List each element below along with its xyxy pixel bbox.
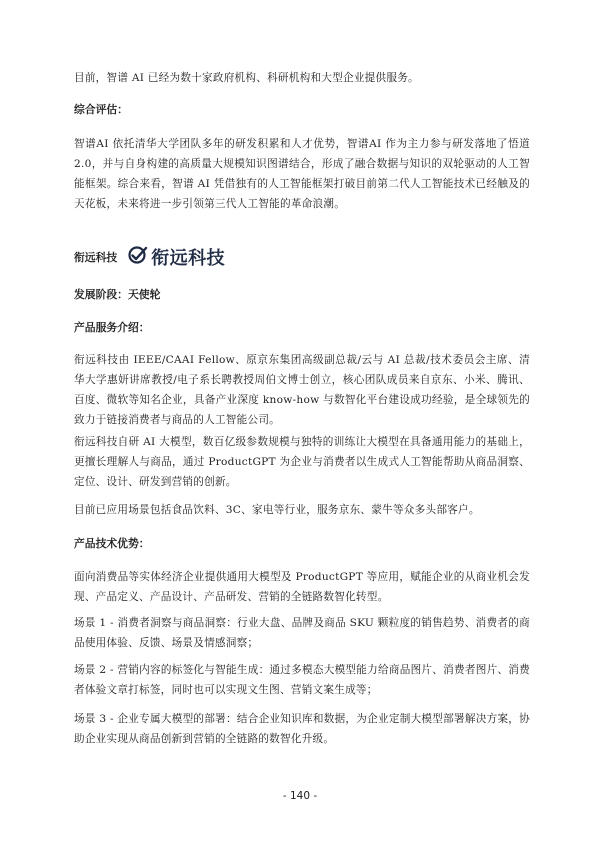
- company-logo: [127, 244, 225, 270]
- assessment-paragraph: 智谱AI 依托清华大学团队多年的研发积累和人才优势，智谱AI 作为主力参与研发落地了悟道 2.0，并与自身构建的高质量大规模知识图谱结合，形成了融合数据与知识的双轮驱动的人工智能框架。综合来看，智谱 AI 凭借独有的人工智能框架打破目前第二代人工智能技术已经触及的天花板，未来将进一步引领第三代人工智能的革命浪潮。: [74, 138, 530, 210]
- services-paragraph: 衔远科技自研 AI 大模型，数百亿级参数规模与独特的训练让大模型在具备通用能力的基础上，更擅长理解人与商品，通过 ProductGPT 为企业与消费者以生成式人工智能帮助从商品洞察、定位、设计、研发到营销的创新。: [74, 436, 530, 488]
- advantages-paragraph: 场景 2 - 营销内容的标签化与智能生成：通过多模态大模型能力给商品图片、消费者图片、消费者体验文章打标签，同时也可以实现文生图、营销文案生成等；: [74, 664, 530, 696]
- advantages-paragraph: 面向消费品等实体经济企业提供通用大模型及 ProductGPT 等应用，赋能企业的从商业机会发现、产品定义、产品设计、产品研发、营销的全链路数智化转型。: [74, 571, 530, 603]
- company-logo-text: 衔远科技: [151, 248, 226, 269]
- services-paragraph: 衔远科技由 IEEE/CAAI Fellow、原京东集团高级副总裁/云与 AI 总裁/技术委员会主席、清华大学惠妍讲席教授/电子系长聘教授周伯文博士创立，核心团队成员来自京东、小米、腾讯、百度、微软等知名企业，具备产业深度 know-how 与数智化平台建设成功经验，是全球领先的致力于链接消费者与商品的人工智能公司。: [74, 354, 530, 426]
- company-header: [74, 246, 225, 268]
- advantages-heading: 产品技术优势：: [74, 537, 150, 550]
- services-paragraph: 目前已应用场景包括食品饮料、3C、家电等行业，服务京东、蒙牛等众多头部客户。: [74, 504, 480, 516]
- intro-paragraph: 目前，智谱 AI 已经为数十家政府机构、科研机构和大型企业提供服务。: [74, 72, 419, 84]
- services-heading: 产品服务介绍：: [74, 321, 150, 334]
- advantages-paragraph: 场景 1 - 消费者洞察与商品洞察：行业大盘、品牌及商品 SKU 颗粒度的销售趋势、消费者的商品使用体验、反馈、场景及情感洞察；: [74, 617, 530, 649]
- page-number: - 140 -: [282, 790, 318, 802]
- advantages-paragraph: 场景 3 - 企业专属大模型的部署：结合企业知识库和数据，为企业定制大模型部署解决方案，协助企业实现从商品创新到营销的全链路的数智化升级。: [74, 713, 530, 745]
- swoosh-check-icon: [127, 245, 149, 269]
- assessment-heading: 综合评估：: [74, 103, 128, 116]
- company-label: 衔远科技: [74, 250, 118, 264]
- development-stage: 发展阶段：天使轮: [74, 288, 161, 301]
